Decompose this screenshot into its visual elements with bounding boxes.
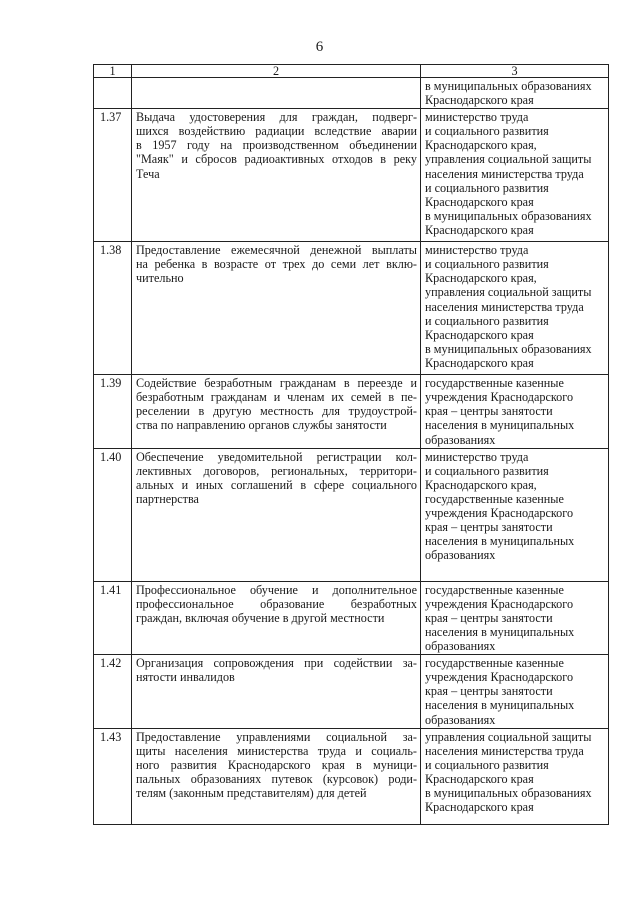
executor-text-line: населения министерства труда [425,299,584,314]
executor-text-line: государственные казенные [425,656,564,671]
executor-text-line: края – центры занятости [425,610,553,625]
service-text-line: чительно [136,271,184,286]
service-text-line: нятости инвалидов [136,670,235,685]
executor-text-line: населения министерства труда [425,166,584,181]
service-text-line: Организация сопровождения при содействии за- [136,656,417,671]
service-text-line: в 1957 году на производственном объединении [136,138,417,153]
service-text-line: "Маяк" и сбросов радиоактивных отходов в реку [136,152,417,167]
column-header: 2 [132,65,421,78]
executor-text-line: населения в муниципальных [425,418,575,433]
item-number: 1.40 [94,448,132,581]
table-row [94,242,609,375]
executor [421,242,609,375]
service-text-line: на ребенка в возрасте от трех до семи лет вклю- [136,257,417,272]
executor-text-line: края – центры занятости [425,404,553,419]
item-number [94,78,132,109]
service-name [132,448,421,581]
executor-text-line: образованиях [425,639,496,654]
item-number: 1.38 [94,242,132,375]
table-header-row [94,65,609,78]
service-text-line: Предоставление управлениями социальной за- [136,729,417,744]
service-text-line: Выдача удостоверения для граждан, подверг- [136,110,417,125]
column-header: 1 [94,65,132,78]
executor-text-line: в муниципальных образованиях [425,785,592,800]
table-row [94,448,609,581]
table-row [94,728,609,824]
executor-text-line: населения в муниципальных [425,698,575,713]
executor-text-line: в муниципальных образованиях [425,208,592,223]
service-text-line: реселении в другую местность для трудоустрой- [136,404,417,419]
service-text-line: профессиональное образование безработных [136,596,417,611]
executor-text-line: Краснодарского края [425,771,534,786]
service-name [132,78,421,109]
executor-text-line: и социального развития [425,313,549,328]
executor [421,109,609,242]
executor-text-line: и социального развития [425,463,549,478]
service-text-line: ного развития Краснодарского края в муници- [136,757,417,772]
executor [421,655,609,728]
executor-text-line: Краснодарского края [425,194,534,209]
executor-text-line: в муниципальных образованиях [425,79,592,93]
service-text-line: Предоставление ежемесячной денежной выплаты [136,243,417,258]
service-text-line: пальных образованиях путевок (курсовок) роди- [136,771,417,786]
executor-text-line: Краснодарского края [425,355,534,370]
executor [421,375,609,448]
page-number: 6 [315,39,324,55]
executor-text-line: Краснодарского края, [425,138,537,153]
executor-text-line: министерство труда [425,243,529,258]
item-number: 1.39 [94,375,132,448]
service-name [132,581,421,654]
executor-text-line: края – центры занятости [425,684,553,699]
executor-text-line: государственные казенные [425,491,564,506]
service-text-line: шихся воздействию радиации вследствие аварии [136,124,417,139]
service-name [132,109,421,242]
service-text-line: телям (законным представителям) для детей [136,785,367,800]
service-text-line: Содействие безработным гражданам в переезде и [136,376,417,391]
executor-text-line: управления социальной защиты [425,285,592,300]
service-text-line: ства по направлению органов службы занятости [136,418,387,433]
executor-text-line: и социального развития [425,180,549,195]
executor-text-line: Краснодарского края [425,800,534,815]
table-row [94,78,609,109]
service-text-line: Обеспечение уведомительной регистрации кол- [136,449,417,464]
service-name [132,242,421,375]
executor-text-line: Краснодарского края, [425,271,537,286]
executor-text-line: образованиях [425,548,496,563]
column-header: 3 [421,65,609,78]
executor [421,78,609,109]
executor-text-line: Краснодарского края [425,93,534,108]
executor-text-line: образованиях [425,712,496,727]
executor-text-line: Краснодарского края [425,327,534,342]
executor-text-line: учреждения Краснодарского [425,596,574,611]
executor-text-line: управления социальной защиты [425,729,592,744]
table-row [94,655,609,728]
service-text-line: альных и иных соглашений в сфере социального [136,477,417,492]
executor-text-line: образованиях [425,432,496,447]
executor-text-line: населения в муниципальных [425,624,575,639]
executor-text-line: Краснодарского края, [425,477,537,492]
item-number: 1.37 [94,109,132,242]
executor-text-line: государственные казенные [425,376,564,391]
executor-text-line: Краснодарского края [425,222,534,237]
executor [421,448,609,581]
executor-text-line: учреждения Краснодарского [425,670,574,685]
item-number: 1.41 [94,581,132,654]
executor-text-line: населения в муниципальных [425,534,575,549]
executor-text-line: и социального развития [425,257,549,272]
executor [421,728,609,824]
service-name [132,655,421,728]
service-text-line: безработным гражданам и членам их семей в пе- [136,390,417,405]
executor-text-line: управления социальной защиты [425,152,592,167]
service-text-line: щиты населения министерства труда и социаль- [136,743,417,758]
executor-text-line: в муниципальных образованиях [425,341,592,356]
executor-text-line: министерство труда [425,449,529,464]
service-text-line: Теча [136,166,160,181]
executor-text-line: населения министерства труда [425,743,584,758]
table-row [94,109,609,242]
executor-text-line: учреждения Краснодарского [425,390,574,405]
executor-text-line: и социального развития [425,124,549,139]
executor-text-line: министерство труда [425,110,529,125]
executor-text-line: государственные казенные [425,582,564,597]
executor [421,581,609,654]
item-number: 1.43 [94,728,132,824]
service-text-line: граждан, включая обучение в другой местности [136,610,385,625]
service-text-line: партнерства [136,491,199,506]
service-text-line: лективных договоров, региональных, территори- [136,463,417,478]
table-row [94,375,609,448]
executor-text-line: края – центры занятости [425,520,553,535]
executor-text-line: и социального развития [425,757,549,772]
item-number: 1.42 [94,655,132,728]
service-name [132,728,421,824]
service-name [132,375,421,448]
service-text-line: Профессиональное обучение и дополнительное [136,582,417,597]
table-row [94,581,609,654]
executor-text-line: учреждения Краснодарского [425,506,574,521]
services-table [93,64,609,825]
